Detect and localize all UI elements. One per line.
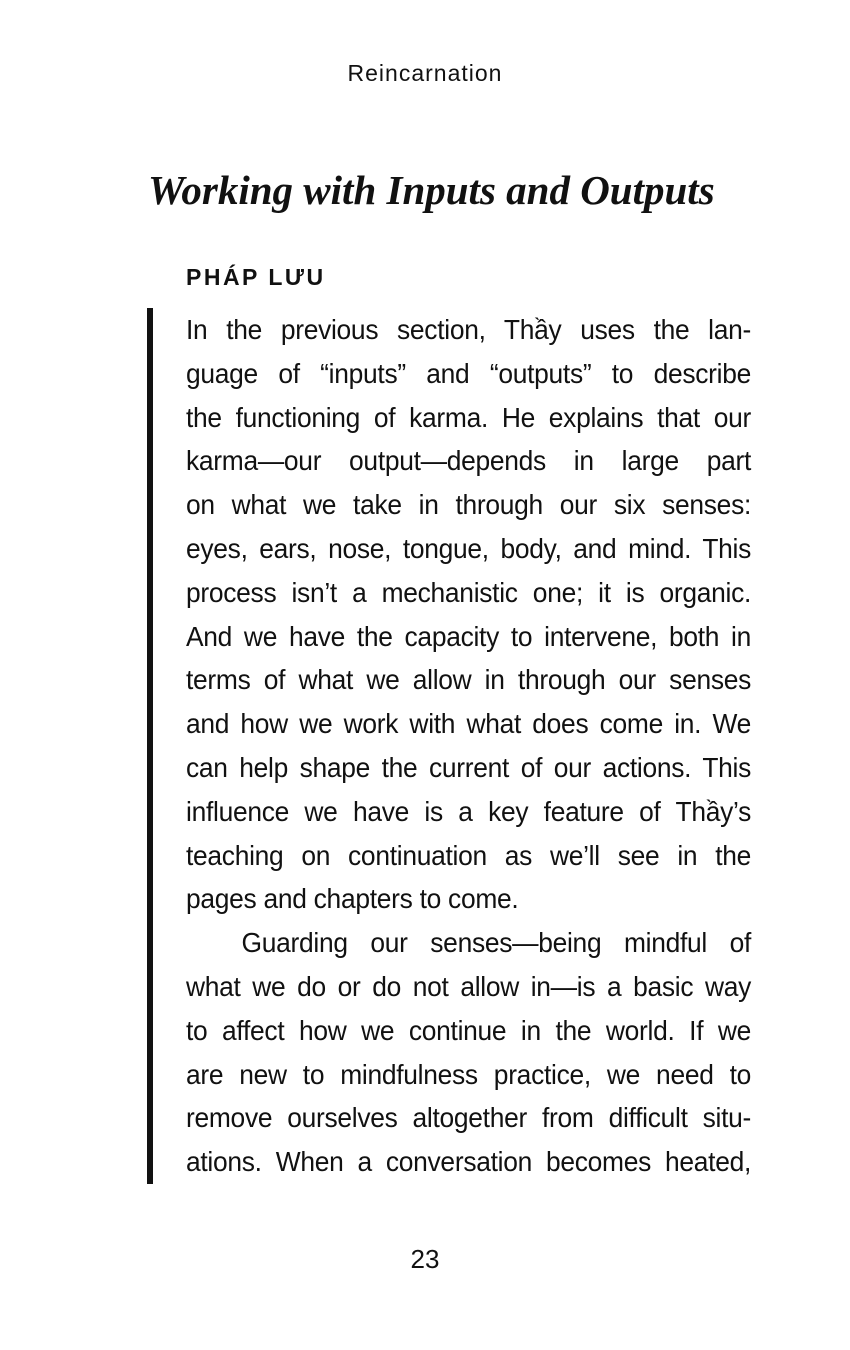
text-line: the functioning of karma. He explains that our	[186, 401, 752, 433]
text-line: eyes, ears, nose, tongue, body, and mind. This	[186, 532, 752, 564]
quote-paragraph-1	[186, 308, 751, 921]
speaker-label: PHÁP LƯU	[186, 264, 326, 290]
quote-paragraph-2	[186, 921, 751, 1184]
text-line: on what we take in through our six senses:	[186, 489, 752, 521]
text-line: influence we have is a key feature of Thầy’s	[186, 795, 752, 827]
text-line: karma—our output—depends in large part	[186, 445, 752, 477]
text-line: can help shape the current of our actions. This	[186, 751, 752, 783]
text-line: pages and chapters to come.	[186, 883, 519, 915]
text-line: and how we work with what does come in. We	[186, 708, 752, 740]
text-line: ations. When a conversation becomes heated,	[186, 1146, 752, 1178]
quote-text	[186, 308, 751, 1184]
text-line: Guarding our senses—being mindful of	[241, 927, 752, 959]
text-line: terms of what we allow in through our senses	[186, 664, 752, 696]
text-line: what we do or do not allow in—is a basic way	[186, 970, 752, 1002]
text-line: to affect how we continue in the world. If we	[186, 1014, 752, 1046]
text-line: are new to mindfulness practice, we need to	[186, 1058, 752, 1090]
section-title: Working with Inputs and Outputs	[148, 167, 715, 213]
text-line: remove ourselves altogether from difficult situ-	[186, 1102, 752, 1134]
text-line: process isn’t a mechanistic one; it is organic.	[186, 576, 752, 608]
text-line: teaching on continuation as we’ll see in the	[186, 839, 752, 871]
page-number: 23	[410, 1244, 440, 1274]
text-line: In the previous section, Thầy uses the lan-	[186, 314, 752, 345]
running-head: Reincarnation	[347, 60, 503, 86]
quote-block	[147, 308, 786, 1184]
text-line: And we have the capacity to intervene, both in	[186, 620, 752, 652]
text-line: guage of “inputs” and “outputs” to describe	[186, 357, 752, 389]
